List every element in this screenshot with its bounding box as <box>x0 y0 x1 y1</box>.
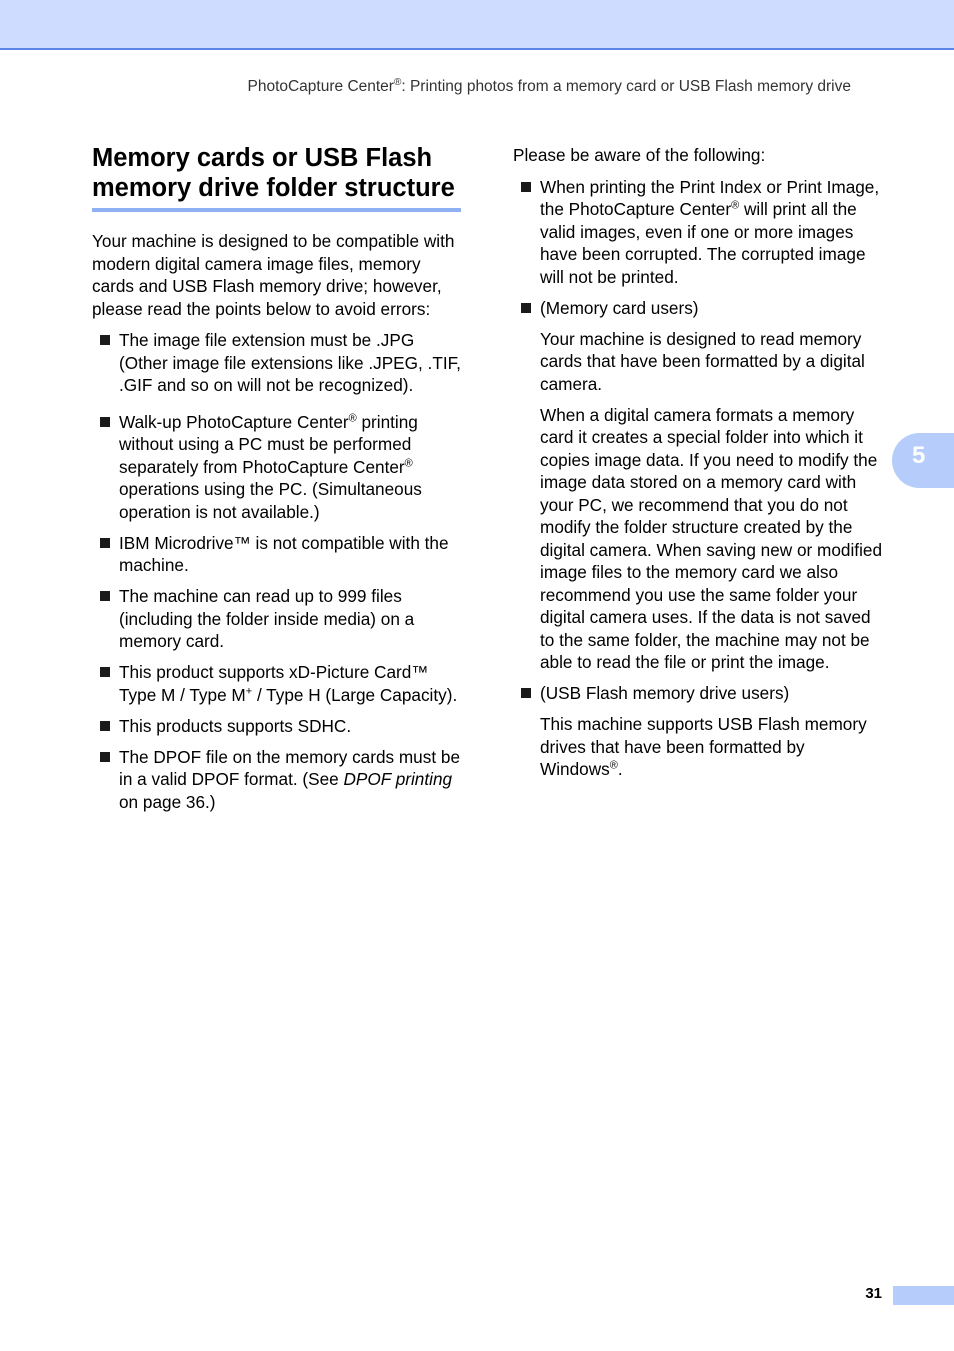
running-header-text-cont: : Printing photos from a memory card or USB Flash memory drive <box>401 78 851 96</box>
right-column <box>513 144 883 789</box>
sub-paragraph: Your machine is designed to read memory cards that have been formatted by a digital camera. <box>540 328 865 394</box>
list-item <box>92 746 461 814</box>
registered-mark: ® <box>609 759 618 772</box>
list-item-label: (Memory card users) <box>540 297 699 318</box>
registered-mark: ® <box>393 77 402 88</box>
section-title-line1: Memory cards or USB Flash <box>92 144 433 172</box>
list-item-text: The image file extension must be .JPG (Other image file extensions like .JPEG, .TIF, .GIF and so on will not be recognized). <box>119 330 461 395</box>
notes-list <box>513 176 883 781</box>
list-item <box>92 532 461 577</box>
lead-paragraph: Please be aware of the following: <box>513 145 766 165</box>
list-item <box>513 682 883 781</box>
list-item-text: Walk-up PhotoCapture Center <box>119 411 349 432</box>
sub-paragraph-text: This machine supports USB Flash memory drives that have been formatted by Windows <box>540 714 867 779</box>
list-item-text: printing without using a PC must be performed separately from PhotoCapture Center <box>119 411 418 477</box>
bullet-square-icon <box>100 667 110 677</box>
list-item <box>92 661 461 706</box>
bullet-square-icon <box>100 752 110 762</box>
list-item-text: will print all the valid images, even if one or more images have been corrupted. The corrupted image will not be printed. <box>540 199 866 287</box>
list-item <box>92 585 461 653</box>
section-title-line2: memory drive folder structure <box>92 174 455 202</box>
requirements-list <box>92 329 461 813</box>
top-header-band <box>0 0 954 50</box>
bullet-square-icon <box>100 417 110 427</box>
superscript-plus: + <box>245 684 253 697</box>
sub-paragraph-text: . <box>617 759 623 779</box>
chapter-number: 5 <box>912 442 926 469</box>
bullet-square-icon <box>521 303 531 313</box>
bullet-square-icon <box>100 721 110 731</box>
list-item <box>513 297 883 674</box>
cross-reference-link[interactable]: DPOF printing <box>343 769 453 789</box>
bullet-square-icon <box>521 688 531 698</box>
bullet-square-icon <box>100 591 110 601</box>
list-item-text: on page 36.) <box>119 791 216 812</box>
list-item-text: / Type H (Large Capacity). <box>252 684 458 705</box>
intro-paragraph: Your machine is designed to be compatible with modern digital camera image files, memory cards and USB Flash memory drive; however, please read the points below to avoid errors: <box>92 231 455 319</box>
page-number-tab <box>893 1286 954 1305</box>
list-item <box>513 176 883 289</box>
list-item-label: (USB Flash memory drive users) <box>540 683 790 703</box>
list-item-text: operations using the PC. (Simultaneous operation is not available.) <box>119 479 422 522</box>
registered-mark: ® <box>404 456 413 469</box>
bullet-square-icon <box>521 182 531 192</box>
list-item <box>92 715 461 738</box>
list-item-text: The DPOF file on the memory cards must be in a valid DPOF format. (See <box>119 746 461 789</box>
page-number: 31 <box>865 1285 882 1302</box>
running-header-text: PhotoCapture Center <box>247 78 394 96</box>
registered-mark: ® <box>348 411 357 424</box>
running-header <box>0 77 851 96</box>
sub-paragraph: When a digital camera formats a memory card it creates a special folder into which it copies image data. If you need to modify the image data stored on a memory card with your PC, we recommend that you do not modify the folder structure created by the digital camera. When saving new or modified image files to the memory card we also recommend you use the same folder your digital camera uses. If the data is not saved to the same folder, the machine may not be able to read the file or print the image. <box>540 404 883 672</box>
bullet-square-icon <box>100 538 110 548</box>
list-item <box>92 329 461 397</box>
list-item <box>92 411 461 524</box>
list-item-text: The machine can read up to 999 files (including the folder inside media) on a memory card. <box>119 586 415 651</box>
bullet-square-icon <box>100 335 110 345</box>
sub-paragraph <box>540 713 883 781</box>
left-column <box>92 143 461 822</box>
section-title <box>92 143 461 212</box>
registered-mark: ® <box>731 199 740 212</box>
list-item-text: IBM Microdrive™ is not compatible with the machine. <box>119 532 449 575</box>
list-item-text: This products supports SDHC. <box>119 715 352 736</box>
list-item-text: When printing the Print Index or Print Image, the PhotoCapture Center <box>540 176 880 219</box>
list-item-text: This product supports xD-Picture Card™ Type M / Type M <box>119 662 429 705</box>
